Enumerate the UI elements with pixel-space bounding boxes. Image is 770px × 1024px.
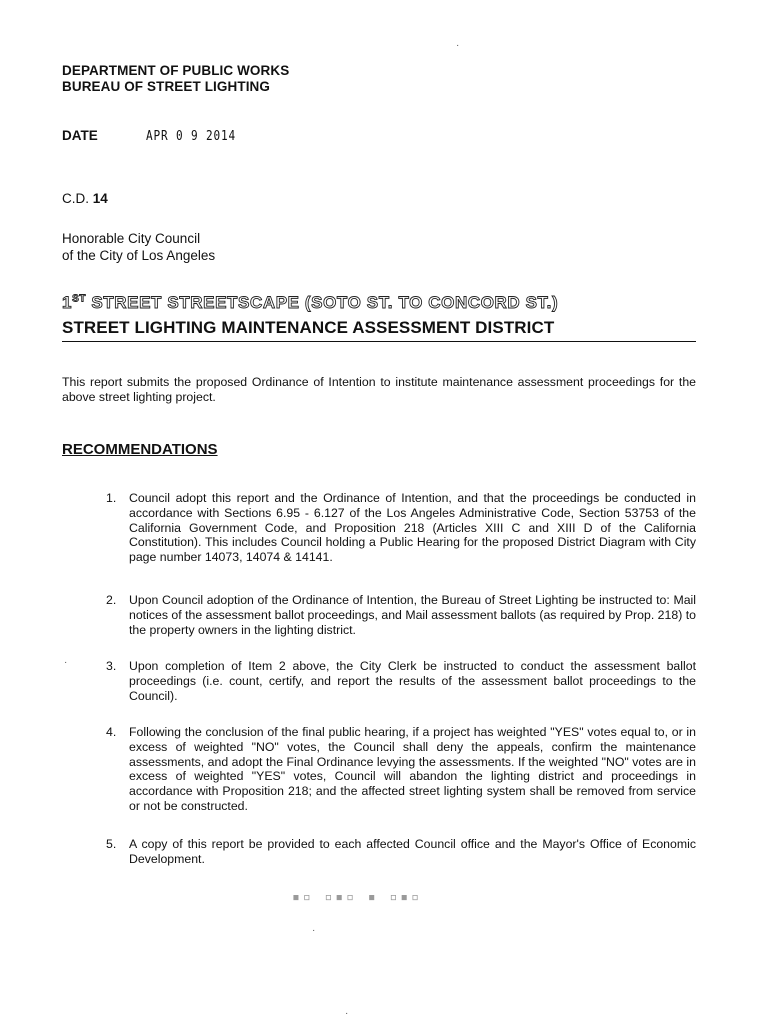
- date-row: [62, 128, 252, 144]
- faint-receipt-stamp: ▪▫ ▫▪▫ ▪ ▫▪▫: [292, 890, 422, 905]
- department-name: DEPARTMENT OF PUBLIC WORKS: [62, 63, 290, 78]
- item-number: 5.: [106, 837, 117, 851]
- item-number: 4.: [106, 725, 117, 739]
- letterhead: [62, 63, 289, 95]
- scan-speck: ·: [456, 40, 460, 51]
- item-text: Upon Council adoption of the Ordinance of Intention, the Bureau of Street Lighting be instructed to: Mail notices of the assessment ballot proceedings, and Mail assessment ballots (as required by Prop. 218) to the property owners in the lighting district.: [129, 593, 696, 637]
- item-text: Upon completion of Item 2 above, the City Clerk be instructed to conduct the assessment ballot proceedings (i.e. count, certify, and report the results of the assessment ballot proceedings to the Council).: [129, 659, 696, 703]
- cd-number: 14: [92, 191, 108, 206]
- item-number: 2.: [106, 593, 117, 607]
- addressee-line-2: of the City of Los Angeles: [62, 248, 216, 263]
- cd-label: C.D.: [62, 191, 89, 206]
- date-label: DATE: [62, 128, 98, 143]
- scan-speck: ·: [64, 657, 68, 668]
- addressee-line-1: Honorable City Council: [62, 231, 201, 246]
- item-number: 1.: [106, 491, 117, 505]
- scan-speck: ·: [345, 1008, 349, 1019]
- ordinal-suffix: ST: [72, 293, 87, 305]
- project-title: 1ST STREET STREETSCAPE (SOTO ST. TO CONCORD ST.): [62, 293, 559, 312]
- title-divider: [62, 341, 696, 342]
- scan-speck: ·: [312, 925, 316, 936]
- recommendations-heading: RECOMMENDATIONS: [62, 441, 218, 458]
- date-stamp: APR 0 9 2014: [145, 129, 236, 144]
- district-title: STREET LIGHTING MAINTENANCE ASSESSMENT DISTRICT: [62, 318, 555, 337]
- addressee: [62, 230, 215, 264]
- intro-paragraph: This report submits the proposed Ordinance of Intention to institute maintenance assessment proceedings for the above street lighting project.: [62, 375, 696, 404]
- item-text: Following the conclusion of the final public hearing, if a project has weighted "YES" votes equal to, or in excess of weighted "NO" votes, the Council shall deny the appeals, confirm the maintenance assessments, and adopt the Final Ordinance levying the assessments. If the weighted "NO" votes are in excess of weighted "YES" votes, Council will abandon the lighting district and proceedings in accordance with Proposition 218; and the affected street lighting system shall be removed from service or not be constructed.: [129, 725, 696, 813]
- item-number: 3.: [106, 659, 117, 673]
- bureau-name: BUREAU OF STREET LIGHTING: [62, 79, 270, 94]
- council-district: [62, 191, 108, 206]
- item-text: A copy of this report be provided to each affected Council office and the Mayor's Office of Economic Development.: [129, 837, 696, 866]
- item-text: Council adopt this report and the Ordinance of Intention, and that the proceedings be conducted in accordance with Sections 6.95 - 6.127 of the Los Angeles Administrative Code, Section 53753 of the California Government Code, and Proposition 218 (Articles XIII C and XIII D of the California Constitution). This includes Council holding a Public Hearing for the proposed District Diagram with City page number 14073, 14074 & 14141.: [129, 491, 696, 565]
